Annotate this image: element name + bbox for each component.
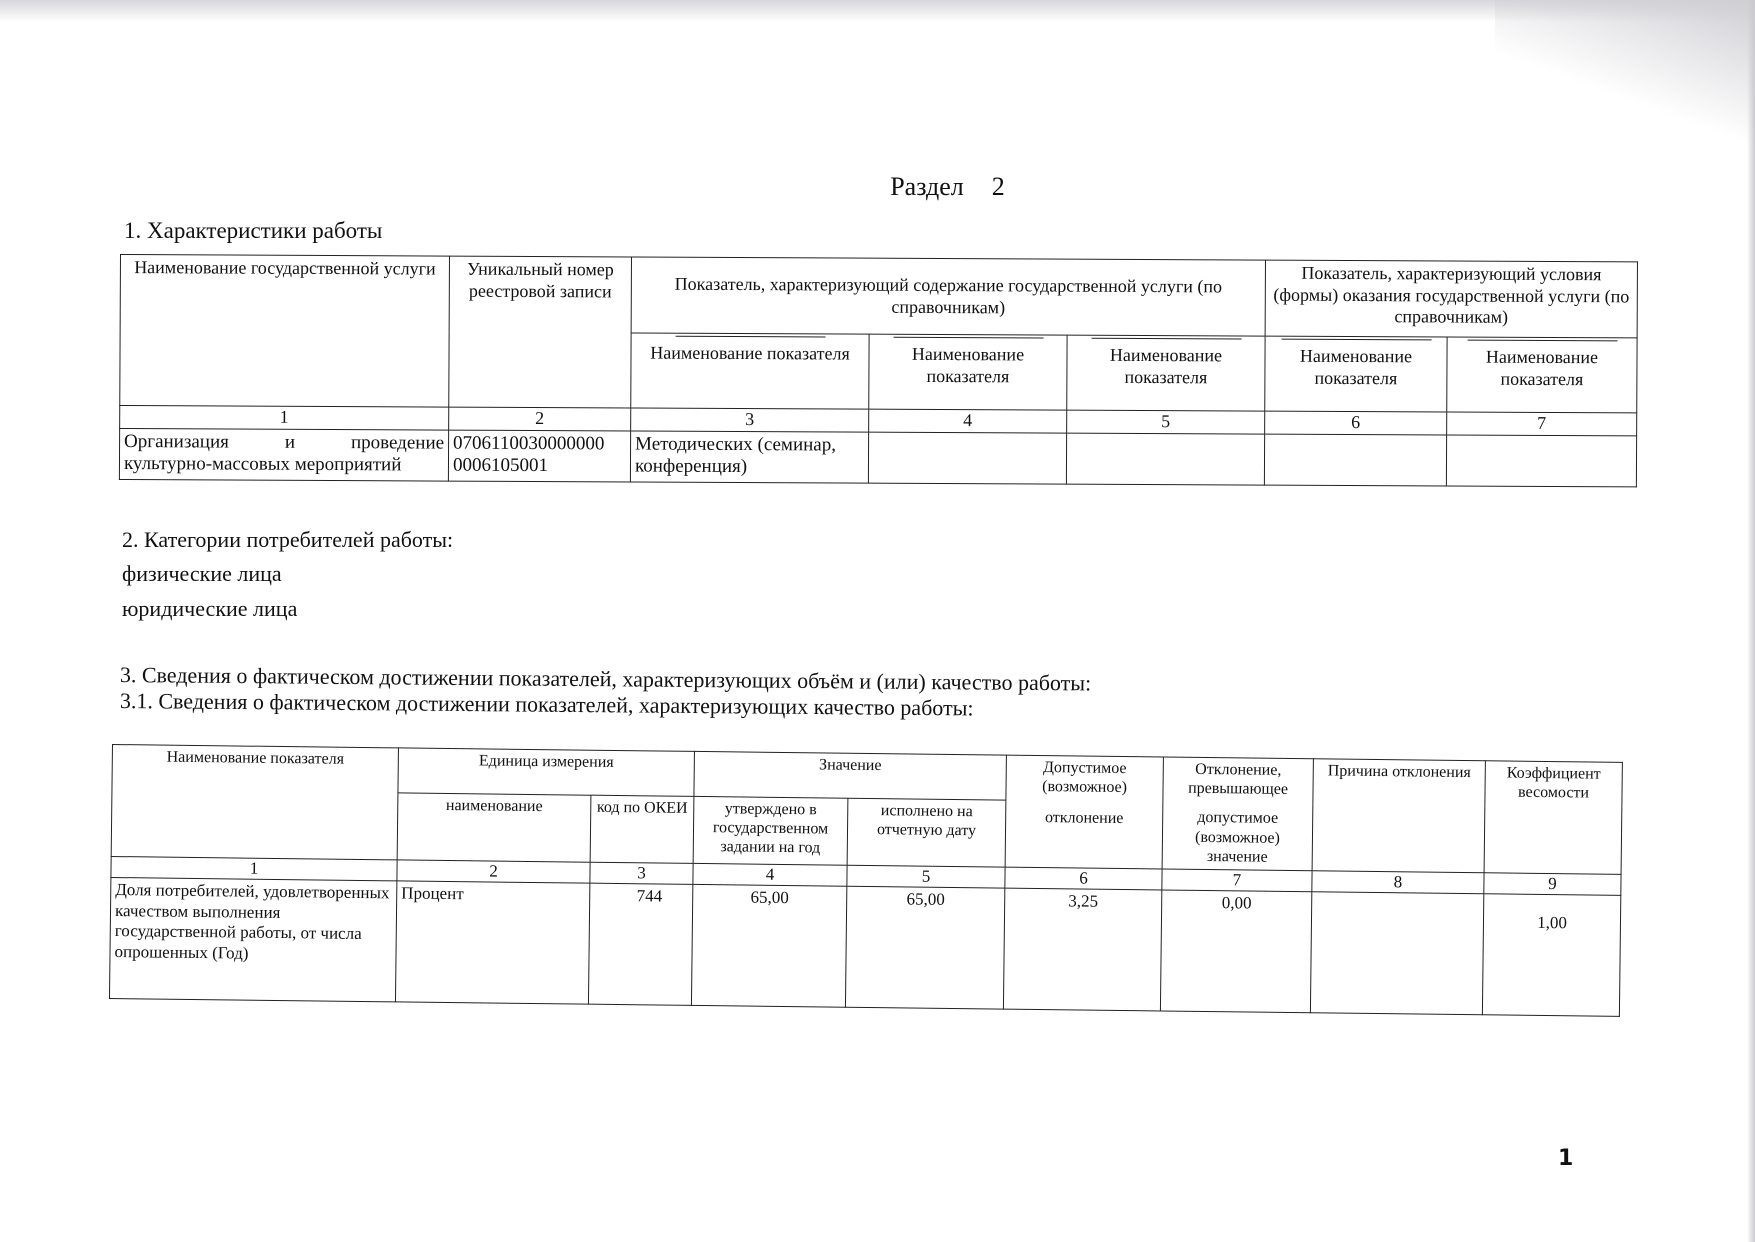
column-number: 1 (111, 856, 397, 881)
column-number: 7 (1447, 412, 1637, 436)
page-number: 1 (1558, 1146, 1574, 1171)
header-service-name: Наименование государственной услуги (120, 255, 450, 408)
cell-indicator-4 (868, 432, 1066, 484)
header-indicator-7: Наименование показателя (1447, 337, 1637, 413)
work-characteristics-table (119, 254, 1638, 487)
cell-executed: 65,00 (845, 887, 1004, 1010)
header-conditions-indicator: Показатель, характеризующий условия (формы) оказания государственной услуги (по справочникам) (1265, 260, 1637, 338)
cell-indicator-6 (1264, 434, 1446, 486)
header-executed: исполнено на отчетную дату (847, 798, 1006, 867)
registry-number-line1: 0706110030000000 (453, 432, 605, 454)
header-content-indicator: Показатель, характеризующий содержание государственной услуги (по справочникам) (631, 257, 1265, 336)
column-number: 7 (1162, 869, 1312, 892)
column-number: 1 (120, 406, 449, 430)
header-unit: Единица измерения (398, 748, 695, 797)
column-number: 6 (1005, 867, 1162, 890)
table-row (119, 428, 1636, 486)
column-number: 3 (631, 408, 869, 432)
column-number: 2 (449, 407, 631, 430)
cell-registry-number (448, 430, 630, 482)
part1-heading: 1. Характеристики работы (124, 218, 383, 243)
header-unit-name: наименование (397, 793, 591, 862)
consumer-category: физические лица (122, 561, 282, 586)
header-exceeding-deviation: Отклонение, превышающее допустимое (возможное) значение (1162, 757, 1313, 871)
section-title (0, 172, 1755, 202)
part3-subheading: 3.1. Сведения о фактическом достижении показателей, характеризующих качество работы: (119, 688, 974, 721)
section-label: Раздел (890, 172, 964, 201)
cell-okei-code: 744 (588, 884, 692, 1006)
column-number: 4 (693, 863, 847, 886)
part2-heading: 2. Категории потребителей работы: (122, 527, 454, 552)
part3-heading: 3. Сведения о фактическом достижении показателей, характеризующих объём и (или) качество работы: (119, 662, 1092, 696)
service-name-line2: культурно-массовых мероприятий (123, 453, 402, 476)
service-name-line1: Организация и проведение (124, 430, 445, 454)
header-indicator-5: Наименование показателя (1067, 335, 1265, 411)
header-approved: утверждено в государственном задании на год (693, 796, 848, 865)
column-number: 5 (847, 865, 1005, 888)
column-number: 8 (1312, 871, 1484, 894)
registry-number-line2: 0006105001 (452, 455, 549, 477)
column-number: 3 (590, 862, 693, 885)
column-number: 5 (1067, 410, 1265, 434)
header-okei-code: код по ОКЕИ (590, 795, 694, 863)
scan-shadow-top (0, 0, 1755, 22)
quality-indicators-table (109, 744, 1623, 1017)
column-number: 2 (397, 860, 590, 884)
cell-exceeding-deviation: 0,00 (1160, 890, 1311, 1013)
cell-approved: 65,00 (691, 885, 846, 1008)
cell-allowed-deviation: 3,25 (1003, 888, 1161, 1011)
cell-unit-name: Процент (395, 881, 589, 1004)
header-registry-number: Уникальный номер реестровой записи (449, 256, 632, 408)
header-indicator-3: Наименование показателя (631, 333, 869, 409)
column-number: 9 (1484, 873, 1621, 896)
header-allowed-deviation: Допустимое (возможное) отклонение (1005, 755, 1163, 869)
header-deviation-reason: Причина отклонения (1312, 759, 1485, 873)
header-indicator-4: Наименование показателя (869, 334, 1067, 410)
cell-deviation-reason (1310, 892, 1483, 1015)
scan-shadow-corner (1495, 0, 1755, 150)
cell-indicator-5 (1066, 433, 1264, 485)
cell-indicator-3: Методических (семинар, конференция) (630, 431, 868, 483)
header-indicator-6: Наименование показателя (1265, 336, 1447, 412)
cell-indicator: Доля потребителей, удовлетворенных качеством выполнения государственной работы, от числа опрошенных (Год) (109, 878, 396, 1002)
table-row (109, 878, 1620, 1017)
header-value: Значение (694, 751, 1007, 800)
column-number: 6 (1265, 411, 1447, 434)
cell-indicator-7 (1446, 435, 1636, 487)
cell-weight-coefficient: 1,00 (1482, 894, 1620, 1017)
header-indicator-name: Наименование показателя (111, 745, 398, 860)
header-weight-coefficient: Коэффициент весомости (1484, 761, 1622, 875)
column-number: 4 (869, 409, 1067, 433)
section-number: 2 (991, 172, 1005, 201)
consumer-category: юридические лица (122, 596, 298, 621)
cell-service-name (119, 428, 448, 481)
